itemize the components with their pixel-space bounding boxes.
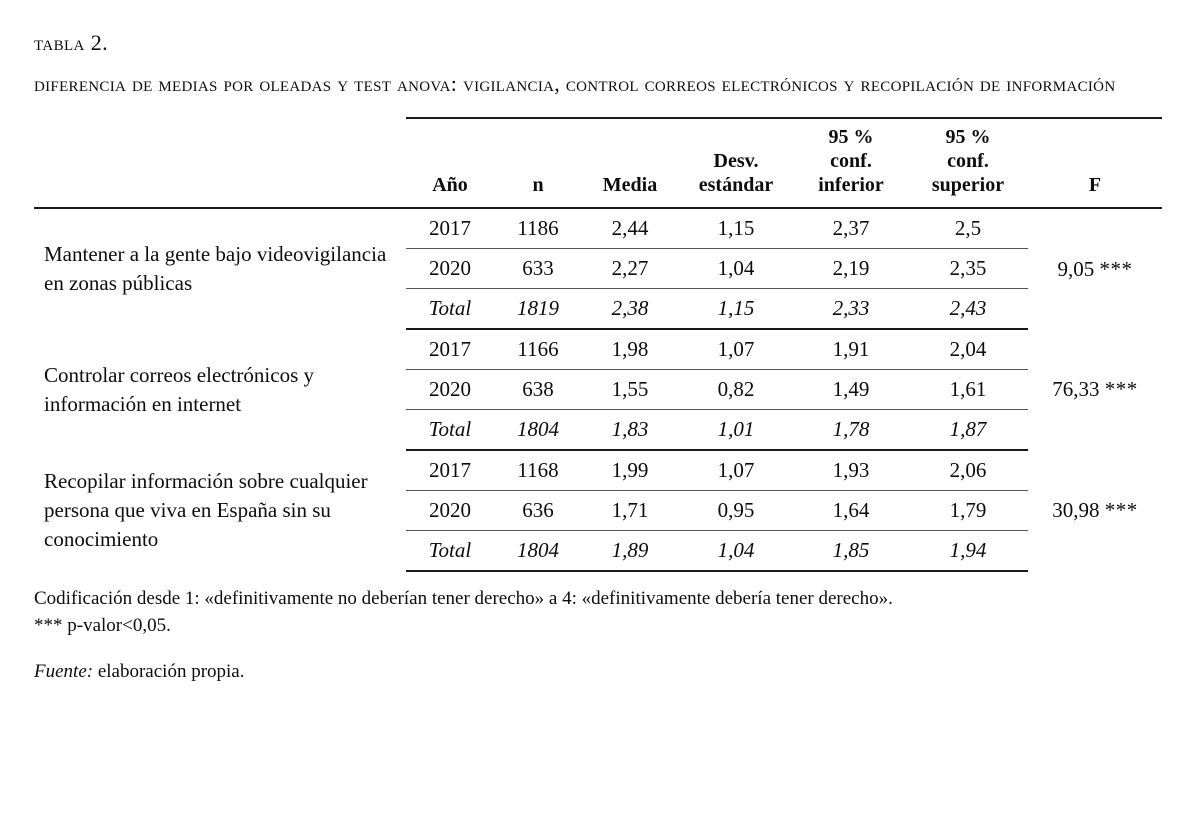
note-coding: Codificación desde 1: «definitivamente no deberían tener derecho» a 4: «definitivamente debería tener derecho». [34, 588, 893, 609]
cell-conf-inferior: 2,37 [794, 208, 908, 249]
row-label-group-3: Recopilar información sobre cualquier persona que viva en España sin su conocimiento [44, 469, 368, 551]
header-cell-f: F [1028, 118, 1162, 207]
cell-anio: 2017 [406, 208, 494, 249]
cell-media: 1,55 [582, 370, 678, 410]
cell-desv: 1,07 [678, 329, 794, 370]
cell-n: 1186 [494, 208, 582, 249]
header-cell-conf-superior [908, 118, 1028, 207]
source-label: Fuente: [34, 661, 94, 682]
header-desv-line1: Desv. [713, 150, 759, 172]
cell-n: 633 [494, 249, 582, 289]
header-cell-conf-inferior [794, 118, 908, 207]
cell-n: 1166 [494, 329, 582, 370]
cell-conf-inferior: 1,64 [794, 491, 908, 531]
cell-conf-inferior: 2,19 [794, 249, 908, 289]
cell-desv: 1,01 [678, 410, 794, 451]
table-row [34, 329, 1162, 370]
cell-media: 1,99 [582, 450, 678, 491]
cell-n: 1804 [494, 531, 582, 572]
f-value: 76,33 [1052, 377, 1100, 401]
cell-anio: 2020 [406, 491, 494, 531]
cell-conf-superior: 1,94 [908, 531, 1028, 572]
header-cell-anio: Año [406, 118, 494, 207]
cell-conf-inferior: 1,85 [794, 531, 908, 572]
table-caption: diferencia de medias por oleadas y test anova: vigilancia, control correos electrónicos y recopilación de información [34, 71, 1116, 96]
cell-conf-superior: 2,5 [908, 208, 1028, 249]
cell-conf-inferior: 1,93 [794, 450, 908, 491]
table-source [34, 661, 1162, 683]
header-desv-line2: estándar [698, 174, 774, 196]
table-row [34, 208, 1162, 249]
row-label-group-2: Controlar correos electrónicos y información en internet [44, 362, 314, 416]
cell-conf-inferior: 1,49 [794, 370, 908, 410]
cell-desv: 0,95 [678, 491, 794, 531]
table-row [34, 450, 1162, 491]
cell-media: 2,38 [582, 289, 678, 330]
note-significance: *** p-valor<0,05. [34, 615, 171, 636]
cell-conf-inferior: 1,78 [794, 410, 908, 451]
cell-desv: 1,04 [678, 249, 794, 289]
header-inf-line2: conf. [830, 150, 872, 172]
cell-desv: 1,15 [678, 289, 794, 330]
cell-n: 1819 [494, 289, 582, 330]
f-value: 9,05 [1057, 256, 1095, 281]
cell-anio: Total [406, 289, 494, 330]
cell-conf-superior: 2,35 [908, 249, 1028, 289]
header-cell-label [34, 118, 406, 207]
cell-conf-superior: 1,79 [908, 491, 1028, 531]
cell-media: 2,27 [582, 249, 678, 289]
cell-n: 1804 [494, 410, 582, 451]
table-header [34, 118, 1162, 208]
cell-conf-superior: 1,61 [908, 370, 1028, 410]
cell-f-group-1 [1028, 208, 1162, 329]
cell-anio: 2017 [406, 450, 494, 491]
cell-conf-superior: 2,06 [908, 450, 1028, 491]
cell-f-group-2 [1028, 329, 1162, 450]
cell-n: 1168 [494, 450, 582, 491]
significance-stars: *** [1104, 498, 1138, 522]
cell-anio: Total [406, 410, 494, 451]
source-text: elaboración propia. [93, 661, 245, 682]
cell-anio: 2020 [406, 370, 494, 410]
cell-media: 1,71 [582, 491, 678, 531]
cell-media: 1,98 [582, 329, 678, 370]
table-notes [34, 585, 1162, 639]
table-number-label: tabla 2. [34, 30, 108, 55]
cell-n: 636 [494, 491, 582, 531]
header-row [34, 118, 1162, 207]
significance-stars: *** [1104, 377, 1138, 401]
header-cell-media: Media [582, 118, 678, 207]
significance-stars: *** [1099, 256, 1133, 281]
header-inf-line1: 95 % [828, 126, 874, 148]
cell-media: 1,83 [582, 410, 678, 451]
header-cell-desv [678, 118, 794, 207]
cell-desv: 0,82 [678, 370, 794, 410]
cell-conf-superior: 1,87 [908, 410, 1028, 451]
cell-conf-inferior: 1,91 [794, 329, 908, 370]
row-label-group-1: Mantener a la gente bajo videovigilancia en zonas públicas [44, 242, 387, 295]
anova-results-table [34, 117, 1162, 572]
cell-anio: 2020 [406, 249, 494, 289]
header-sup-line3: superior [931, 174, 1005, 196]
cell-anio: Total [406, 531, 494, 572]
table-body [34, 208, 1162, 571]
cell-conf-superior: 2,43 [908, 289, 1028, 330]
header-cell-n: n [494, 118, 582, 207]
cell-desv: 1,15 [678, 208, 794, 249]
cell-conf-superior: 2,04 [908, 329, 1028, 370]
header-sup-line1: 95 % [945, 126, 991, 148]
cell-media: 1,89 [582, 531, 678, 572]
cell-media: 2,44 [582, 208, 678, 249]
cell-desv: 1,07 [678, 450, 794, 491]
f-value: 30,98 [1052, 498, 1100, 522]
cell-anio: 2017 [406, 329, 494, 370]
cell-conf-inferior: 2,33 [794, 289, 908, 330]
header-inf-line3: inferior [818, 174, 884, 196]
header-sup-line2: conf. [947, 150, 989, 172]
cell-f-group-3 [1028, 450, 1162, 571]
cell-desv: 1,04 [678, 531, 794, 572]
cell-n: 638 [494, 370, 582, 410]
